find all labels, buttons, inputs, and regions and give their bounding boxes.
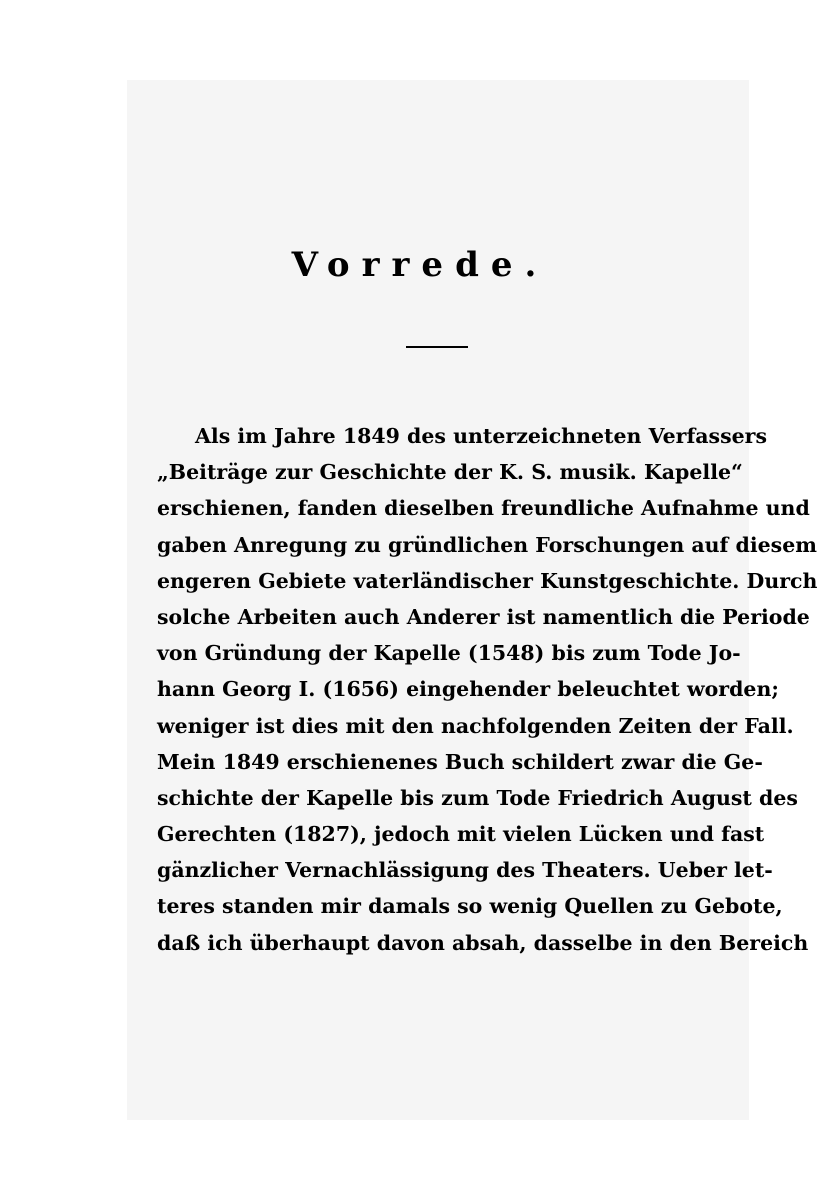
text-line: hann Georg I. (1656) eingehender beleuchtet worden; (157, 677, 779, 702)
text-line: gaben Anregung zu gründlichen Forschungen auf diesem (157, 532, 817, 557)
text-line: von Gründung der Kapelle (1548) bis zum Tode Jo- (157, 641, 741, 666)
text-line: schichte der Kapelle bis zum Tode Friedrich August des (157, 785, 798, 810)
text-line: erschienen, fanden dieselben freundliche Aufnahme und (157, 496, 810, 521)
text-line: Als im Jahre 1849 des unterzeichneten Verfassers (195, 424, 768, 448)
text-line: Gerechten (1827), jedoch mit vielen Lücken und fast (157, 822, 765, 847)
text-line: solche Arbeiten auch Anderer ist namentlich die Periode (157, 604, 810, 629)
heading-divider (406, 346, 468, 348)
text-line: „Beiträge zur Geschichte der K. S. musik. Kapelle“ (157, 460, 743, 485)
text-line: Mein 1849 erschienenes Buch schildert zwar die Ge- (157, 749, 763, 774)
text-line: engeren Gebiete vaterländischer Kunstgeschichte. Durch (157, 568, 818, 593)
page-heading: Vorrede. (291, 245, 549, 285)
text-line: weniger ist dies mit den nachfolgenden Zeiten der Fall. (157, 713, 794, 738)
body-paragraph (157, 418, 818, 961)
text-line: daß ich überhaupt davon absah, dasselbe in den Bereich (157, 930, 809, 955)
text-line: gänzlicher Vernachlässigung des Theaters. Ueber let- (157, 858, 773, 883)
text-line: teres standen mir damals so wenig Quellen zu Gebote, (157, 894, 783, 919)
